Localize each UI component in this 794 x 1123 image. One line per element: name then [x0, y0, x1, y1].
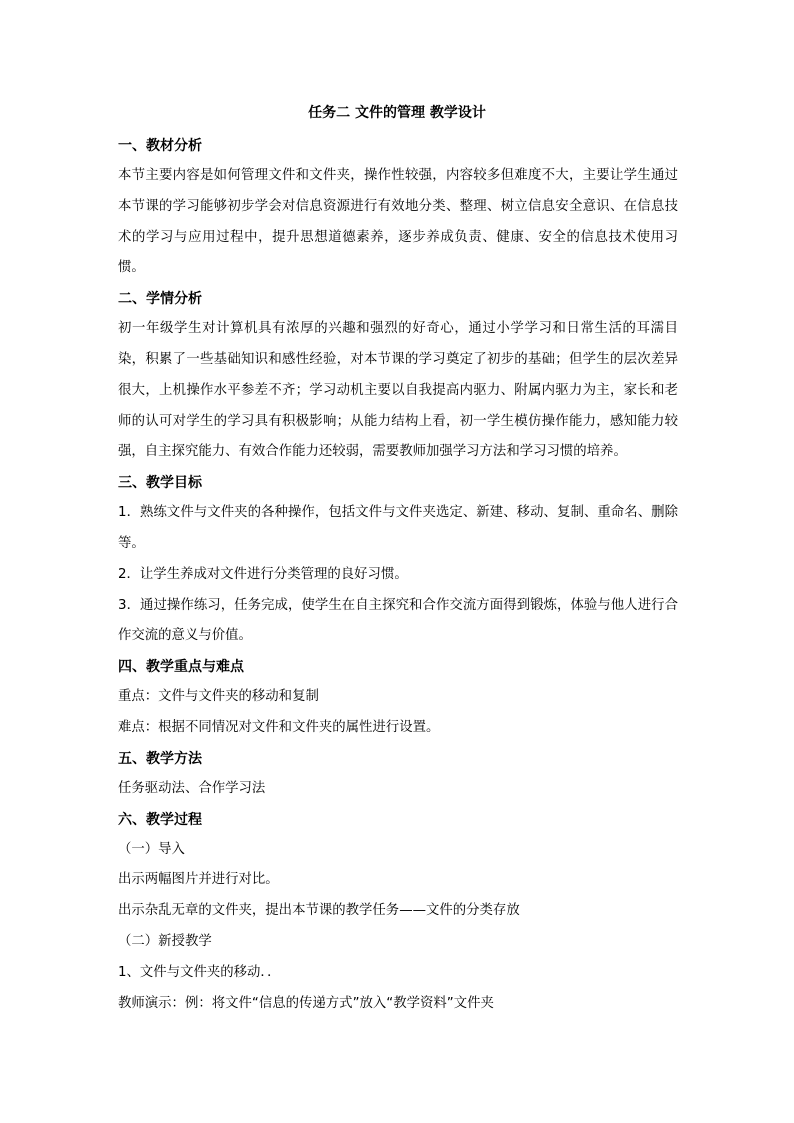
teaching-goal-3: 3．通过操作练习，任务完成，使学生在自主探究和合作交流方面得到锻炼，体验与他人进行合作交流的意义与价值。 — [118, 597, 678, 644]
section-heading-teaching-process: 六、教学过程 — [118, 811, 202, 828]
process-line-3: 1、文件与文件夹的移动．． — [118, 964, 281, 980]
section-heading-student-analysis: 二、学情分析 — [118, 291, 202, 308]
textbook-analysis-paragraph: 本节主要内容是如何管理文件和文件夹，操作性较强，内容较多但难度不大，主要让学生通过本节课的学习能够初步学会对信息资源进行有效地分类、整理、树立信息安全意识、在信息技术的学习与应用过程中，提升思想道德素养，逐步养成负责、健康、安全的信息技术使用习惯。 — [118, 168, 678, 276]
process-line-4: 教师演示：例：将文件“信息的传递方式”放入“教学资料”文件夹 — [118, 995, 494, 1011]
process-line-1: 出示两幅图片并进行对比。 — [118, 872, 279, 888]
section-heading-teaching-methods: 五、教学方法 — [118, 750, 202, 767]
document-title: 任务二 文件的管理 教学设计 — [308, 105, 486, 121]
process-line-2: 出示杂乱无章的文件夹，提出本节课的教学任务——文件的分类存放 — [118, 903, 520, 919]
section-heading-key-points: 四、教学重点与难点 — [118, 659, 244, 676]
subsection-new-teaching: （二）新授教学 — [118, 933, 212, 949]
student-analysis-paragraph: 初一年级学生对计算机具有浓厚的兴趣和强烈的好奇心，通过小学学习和日常生活的耳濡目染，积累了一些基础知识和感性经验，对本节课的学习奠定了初步的基础；但学生的层次差异很大，上机操作水平参差不齐；学习动机主要以自我提高内驱力、附属内驱力为主，家长和老师的认可对学生的学习具有积极影响；从能力结构上看，初一学生模仿操作能力，感知能力较强，自主探究能力、有效合作能力还较弱，需要教师加强学习方法和学习习惯的培养。 — [118, 321, 678, 460]
document-body — [118, 131, 678, 1019]
section-heading-textbook-analysis: 一、教材分析 — [118, 138, 202, 154]
teaching-goal-1: 1．熟练文件与文件夹的各种操作，包括文件与文件夹选定、新建、移动、复制、重命名、删除等。 — [118, 505, 678, 551]
section-heading-teaching-goals: 三、教学目标 — [118, 475, 202, 492]
subsection-introduction: （一）导入 — [118, 841, 185, 857]
key-point-text: 重点：文件与文件夹的移动和复制 — [118, 689, 319, 705]
teaching-methods-text: 任务驱动法、合作学习法 — [118, 780, 266, 796]
teaching-goal-2: 2．让学生养成对文件进行分类管理的良好习惯。 — [118, 566, 408, 582]
difficulty-text: 难点：根据不同情况对文件和文件夹的属性进行设置。 — [118, 719, 440, 735]
